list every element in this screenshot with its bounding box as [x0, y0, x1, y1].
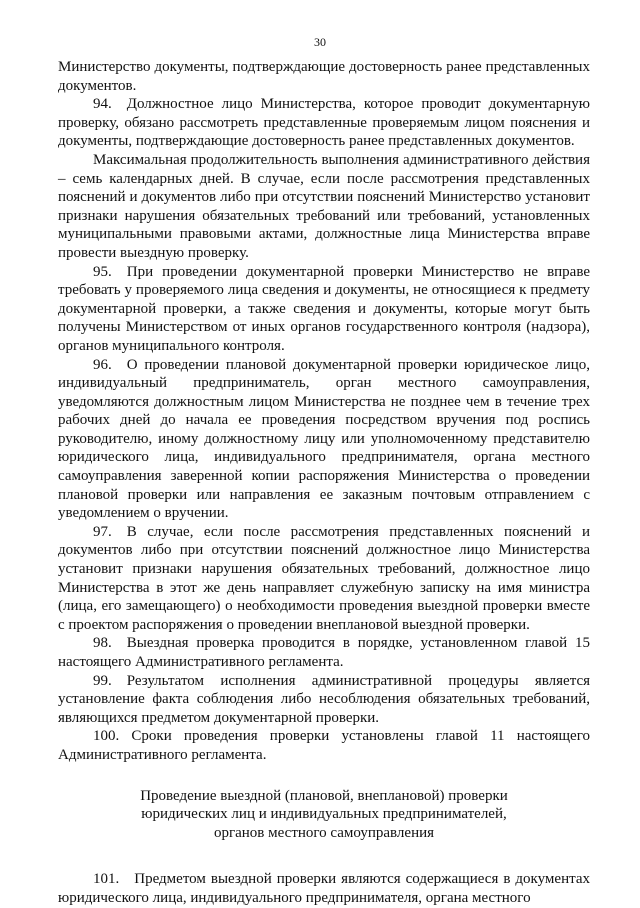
paragraph-98: 98. Выездная проверка проводится в порядке, установленном главой 15 настоящего Административного регламента.	[58, 635, 590, 670]
page-number: 30	[314, 35, 326, 49]
paragraph-99: 99. Результатом исполнения административной процедуры является установление факта соблюдения либо несоблюдения обязательных требований, являющихся предметом документарной проверки.	[58, 672, 590, 726]
section-heading-line: Проведение выездной (плановой, внеплановой) проверки	[140, 787, 508, 804]
section-heading	[58, 787, 590, 843]
paragraph-95: 95. При проведении документарной проверки Министерство не вправе требовать у проверяемого лица сведения и документы, не относящиеся к предмету документарной проверки, а также сведения и документы, которые могут быть получены Министерством от иных органов государственного контроля (надзора), органов муниципального контроля.	[58, 263, 590, 354]
paragraph: Министерство документы, подтверждающие достоверность ранее представленных документов.	[58, 59, 590, 94]
paragraph-max-duration: Максимальная продолжительность выполнения административного действия – семь календарных дней. В случае, если после рассмотрения представленных пояснений и документов либо при отсутствии пояснений Министерство установит признаки нарушения обязательных требований или требований, установленных муниципальными правовыми актами, должностные лица Министерства вправе провести выездную проверку.	[58, 151, 590, 261]
section-heading-line: юридических лиц и индивидуальных предпринимателей,	[141, 806, 507, 823]
paragraph-96: 96. О проведении плановой документарной проверки юридическое лицо, индивидуальный предприниматель, орган местного самоуправления, уведомляются должностным лицом Министерства не позднее чем в течение трех рабочих дней до начала ее проведения посредством вручения под роспись руководителю, иному должностному лицу или уполномоченному представителю юридического лица, индивидуального предпринимателя, органа местного самоуправления заверенной копии распоряжения Министерства о проведении плановой проверки или направления ее заказным почтовым отправлением с уведомлением о вручении.	[58, 356, 590, 522]
paragraph-97: 97. В случае, если после рассмотрения представленных пояснений и документов либо при отсутствии пояснений должностное лицо Министерства установит признаки нарушения обязательных требований, должностное лицо Министерства в этот же день направляет служебную записку на имя министра (лица, его замещающего) о необходимости проведения выездной проверки вместе с проектом распоряжения о проведении внеплановой выездной проверки.	[58, 523, 590, 633]
section-heading-line: органов местного самоуправления	[213, 824, 435, 841]
document-body	[58, 58, 590, 908]
paragraph-94: 94. Должностное лицо Министерства, которое проводит документарную проверку, обязано рассмотреть представленные проверяемым лицом пояснения и документы, подтверждающие достоверность ранее представленных документов.	[58, 96, 590, 150]
paragraph-101: 101. Предметом выездной проверки являются содержащиеся в документах юридического лица, индивидуального предпринимателя, органа местного	[58, 871, 590, 906]
paragraph-100: 100. Сроки проведения проверки установлены главой 11 настоящего Административного регламента.	[58, 728, 590, 763]
